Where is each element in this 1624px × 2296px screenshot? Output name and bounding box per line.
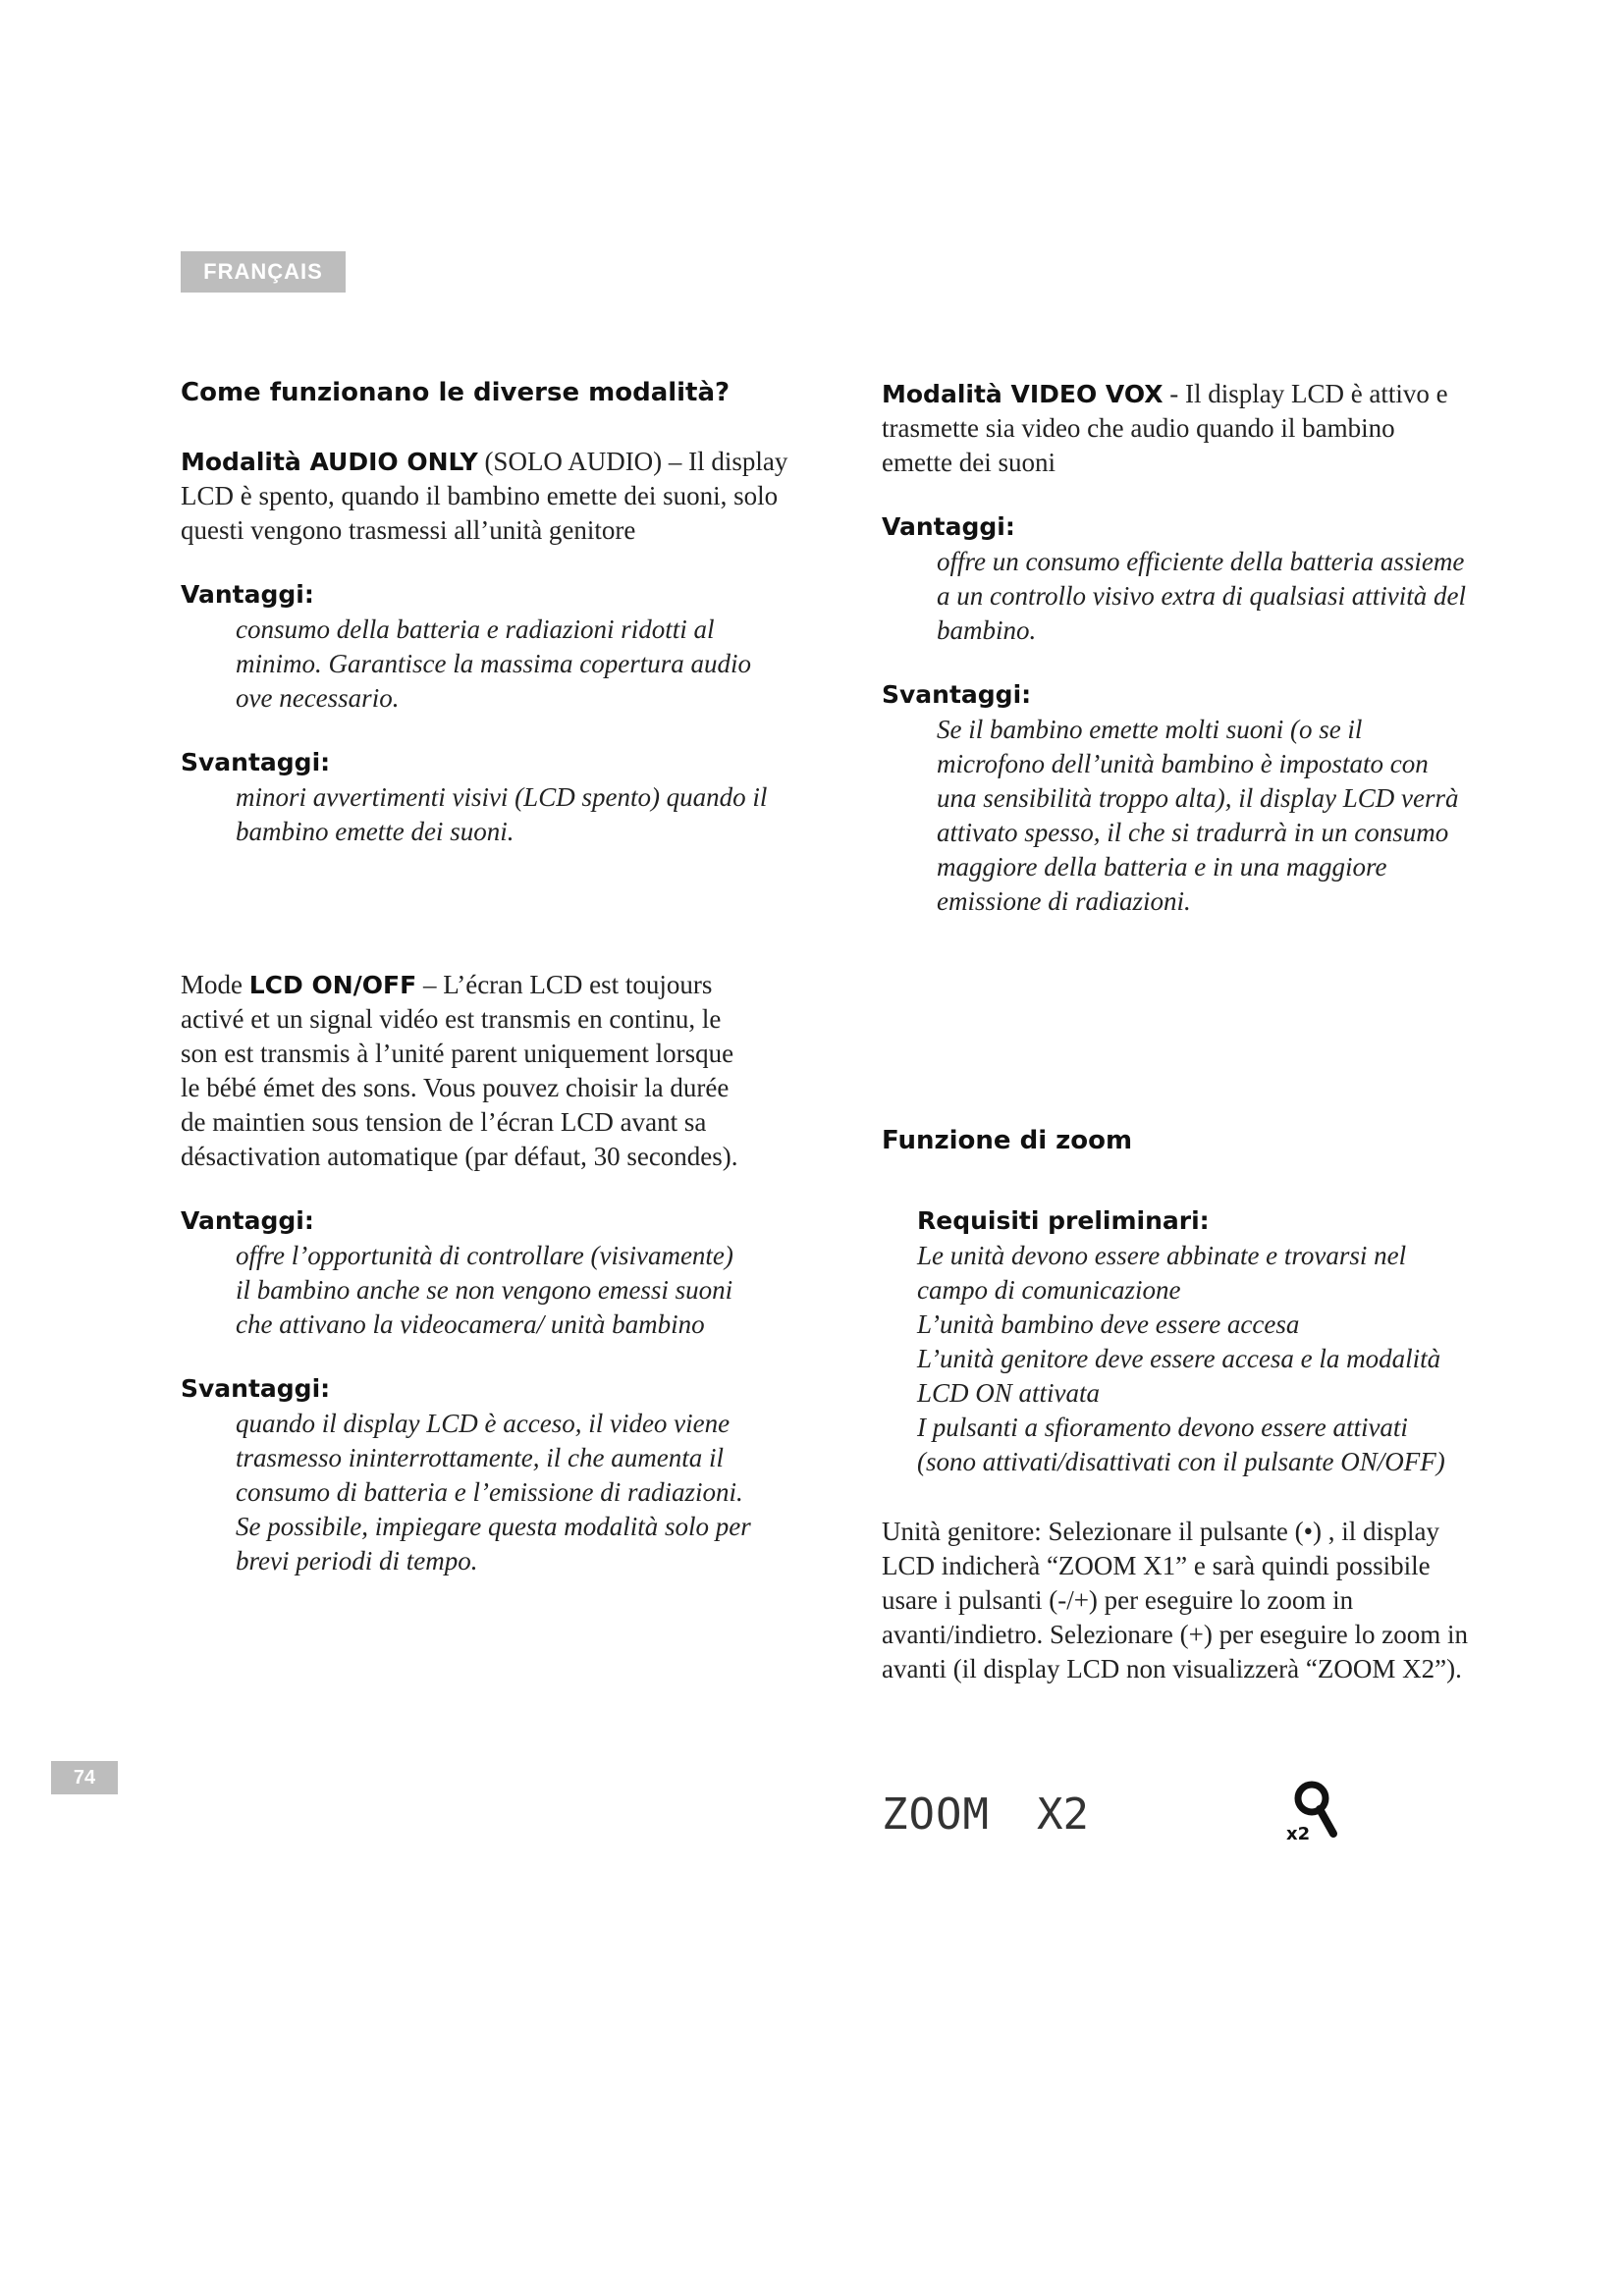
pros-label: Vantaggi:	[882, 512, 1015, 541]
left-bottom-section	[181, 968, 754, 1578]
lcd-zoom-readout	[882, 1785, 1353, 1843]
prerequisite-item: L’unità bambino deve essere accesa	[917, 1309, 1300, 1339]
cons-text: Se il bambino emette molti suoni (o se il microfono dell’unità bambino è impostato con una sensibilità troppo alta), il display LCD verrà attivato spesso, il che si tradurrà in un consumo maggiore della batteria e in una maggiore emissione di radiazioni.	[937, 715, 1459, 916]
pros-text: offre l’opportunità di controllare (visivamente) il bambino anche se non vengono emessi suoni che attivano la videocamera/ unità bambino	[236, 1241, 733, 1339]
mode-word: Mode	[181, 970, 249, 999]
prerequisite-item: Le unità devono essere abbinate e trovarsi nel campo di comunicazione	[917, 1241, 1407, 1305]
zoom-word: ZOOM	[882, 1789, 990, 1840]
language-tab: FRANÇAIS	[181, 251, 346, 293]
cons-label: Svantaggi:	[181, 748, 331, 776]
mode-description: – L’écran LCD est toujours activé et un signal vidéo est transmis en continu, le son est transmis à l’unité parent uniquement lorsque le bébé émet des sons. Vous pouvez choisir la durée de maintien sous tension de l’écran LCD avant sa désactivation automatique (par défaut, 30 secondes).	[181, 970, 738, 1171]
pros-label: Vantaggi:	[181, 1206, 314, 1235]
zoom-level: X2	[1036, 1789, 1089, 1840]
mode-name: Modalità AUDIO ONLY	[181, 448, 478, 476]
cons-label: Svantaggi:	[181, 1374, 331, 1403]
mode-description: - Il display LCD è attivo e trasmette sia video che audio quando il bambino emette dei suoni	[882, 379, 1448, 477]
cons-text: quando il display LCD è acceso, il video viene trasmesso ininterrottamente, il che aumenta il consumo di batteria e l’emissione di radiazioni. Se possibile, impiegare questa modalità solo per brevi periodi di tempo.	[236, 1409, 751, 1575]
zoom-icon-label: x2	[1286, 1824, 1311, 1842]
mode-name: LCD ON/OFF	[248, 971, 417, 999]
right-top-section	[882, 377, 1471, 919]
video-vox-description	[882, 377, 1471, 480]
pros-text: consumo della batteria e radiazioni ridotti al minimo. Garantisce la massima copertura audio ove necessario.	[236, 614, 751, 713]
left-top-section	[181, 375, 789, 849]
prerequisite-item: I pulsanti a sfioramento devono essere attivati (sono attivati/disattivati con il pulsante ON/OFF)	[917, 1413, 1445, 1476]
page-number: 74	[51, 1761, 118, 1794]
section-heading: Come funzionano le diverse modalità?	[181, 378, 731, 407]
prerequisites-label: Requisiti preliminari:	[917, 1206, 1210, 1235]
cons-label: Svantaggi:	[882, 680, 1032, 709]
prerequisite-item: L’unità genitore deve essere accesa e la modalità LCD ON attivata	[917, 1344, 1441, 1408]
zoom-heading: Funzione di zoom	[882, 1126, 1133, 1155]
magnifier-zoom-icon	[1284, 1779, 1343, 1842]
cons-text: minori avvertimenti visivi (LCD spento) quando il bambino emette dei suoni.	[236, 782, 768, 846]
zoom-instructions: Unità genitore: Selezionare il pulsante (•) , il display LCD indicherà “ZOOM X1” e sarà quindi possibile usare i pulsanti (-/+) per eseguire lo zoom in avanti/indietro. Selezionare (+) per eseguire lo zoom in avanti (il display LCD non visualizzerà “ZOOM X2”).	[882, 1517, 1469, 1683]
pros-label: Vantaggi:	[181, 580, 314, 609]
zoom-section	[882, 1123, 1471, 1686]
pros-text: offre un consumo efficiente della batteria assieme a un controllo visivo extra di qualsiasi attività del bambino.	[937, 547, 1466, 645]
prerequisites	[882, 1203, 1471, 1479]
mode-description: (SOLO AUDIO) – Il display LCD è spento, quando il bambino emette dei suoni, solo questi vengono trasmessi all’unità genitore	[181, 447, 788, 545]
audio-only-description	[181, 445, 789, 548]
lcd-onoff-description	[181, 968, 754, 1174]
mode-name: Modalità VIDEO VOX	[882, 380, 1164, 408]
